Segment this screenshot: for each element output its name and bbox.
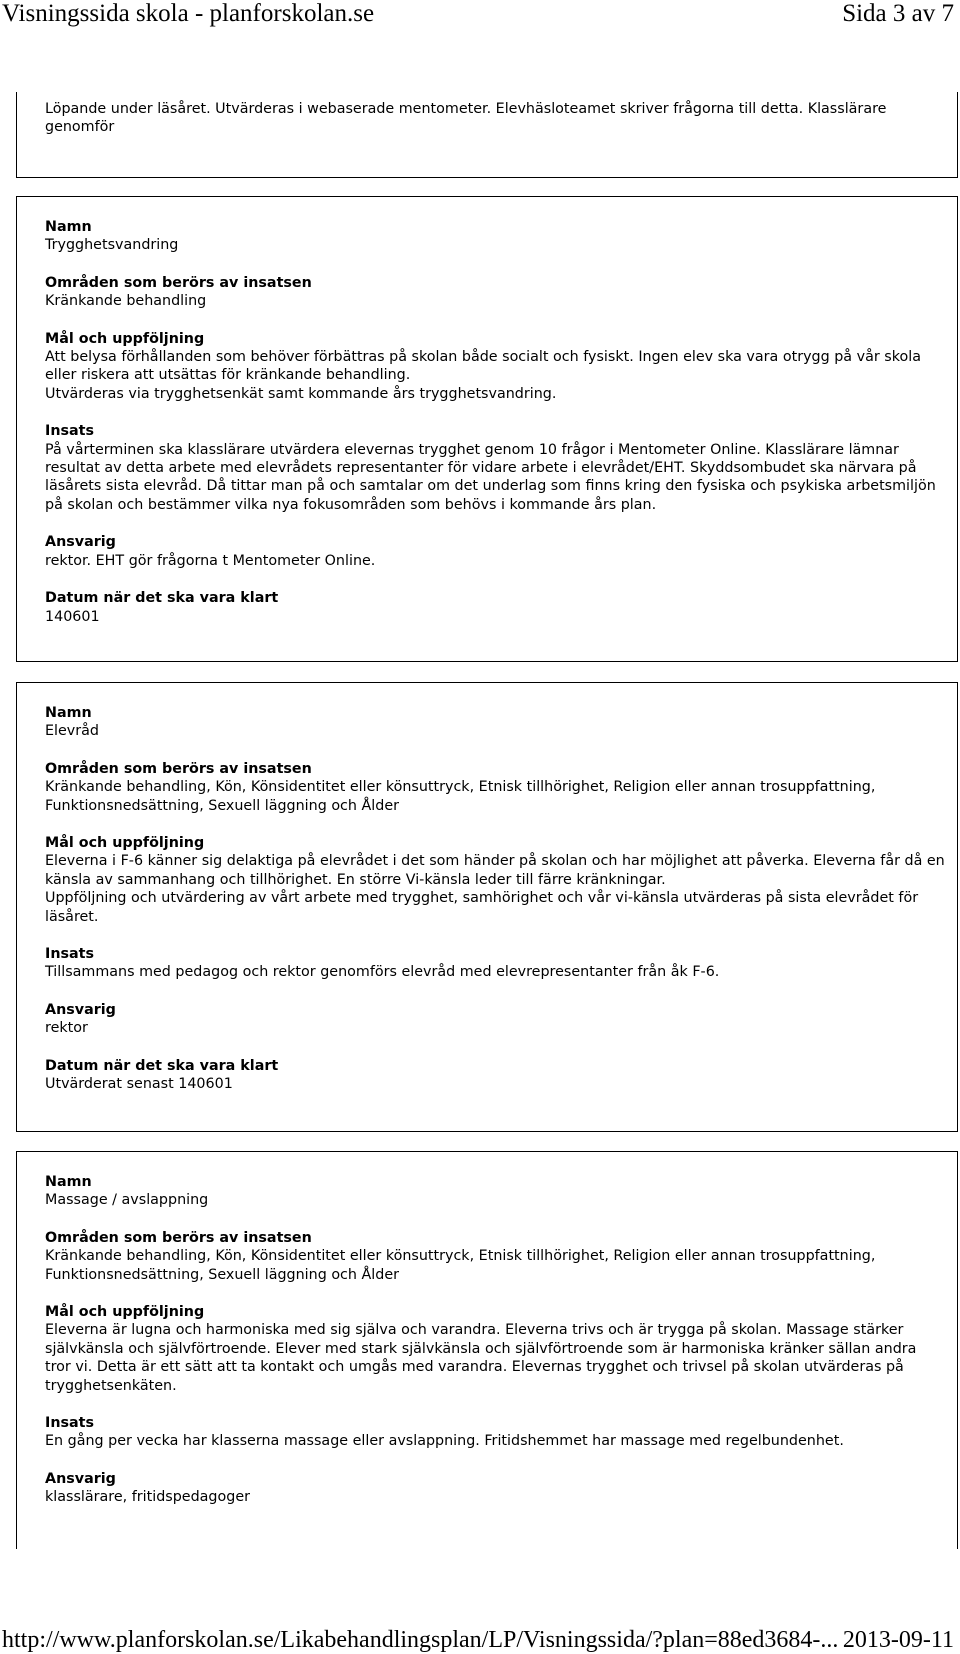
print-date: 2013-09-11 xyxy=(842,1627,954,1653)
label-goals: Mål och uppföljning xyxy=(45,1304,205,1321)
entry-goals: Att belysa förhållanden som behöver förbättras på skolan både socialt och fysiskt. Ingen elev ska vara otrygg på vår skola eller riskera att utsättas för kränkande behandling. Utvärderas via trygghetsenkät samt kommande års trygghetsvandring. xyxy=(45,349,921,402)
label-goals: Mål och uppföljning xyxy=(45,330,205,347)
label-responsible: Ansvarig xyxy=(45,534,116,551)
entry-name: Trygghetsvandring xyxy=(45,237,179,254)
page-number: Sida 3 av 7 xyxy=(842,0,954,27)
label-goals: Mål och uppföljning xyxy=(45,835,205,852)
entry-actions: På vårterminen ska klasslärare utvärdera elevernas trygghet genom 10 frågor i Mentometer Online. Klasslärare lämnar resultat av detta arbete med elevrådets representanter för vidare arbete i elevrådet/EHT. Skyddsombudet ska närvara på läsårets sista elevråd. Då tittar man på och samtalar om det underlag som finns kring den fysiska och psykiska arbetsmiljön på skolan och bestämmer vilka nya fokusområden som behövs i kommande års plan. xyxy=(45,441,936,513)
label-actions: Insats xyxy=(45,1415,94,1432)
label-date: Datum när det ska vara klart xyxy=(45,1057,279,1074)
page-footer xyxy=(0,1627,960,1654)
page-header xyxy=(0,0,960,40)
label-name: Namn xyxy=(45,705,92,721)
entry-areas: Kränkande behandling, Kön, Könsidentitet eller könsuttryck, Etnisk tillhörighet, Religion eller annan trosuppfattning, Funktionsnedsättning, Sexuell läggning och Ålder xyxy=(45,779,876,814)
label-areas: Områden som berörs av insatsen xyxy=(45,274,312,291)
label-actions: Insats xyxy=(45,946,94,963)
entry-responsible: rektor. EHT gör frågorna t Mentometer Online. xyxy=(45,552,376,569)
entry-responsible: klasslärare, fritidspedagoger xyxy=(45,1489,250,1506)
entry-name: Elevråd xyxy=(45,723,99,740)
entry-massage xyxy=(16,1151,958,1549)
entry-areas: Kränkande behandling, Kön, Könsidentitet eller könsuttryck, Etnisk tillhörighet, Religion eller annan trosuppfattning, Funktionsnedsättning, Sexuell läggning och Ålder xyxy=(45,1248,876,1283)
label-areas: Områden som berörs av insatsen xyxy=(45,1229,312,1246)
label-name: Namn xyxy=(45,219,92,235)
entry-date: 140601 xyxy=(45,608,100,625)
entry-goals: Eleverna är lugna och harmoniska med sig själva och varandra. Eleverna trivs och är trygga på skolan. Massage stärker självkänsla och självförtroende. Elever med stark självkänsla och självförtroende som är harmoniska kränker sällan andra tror vi. Detta är ett sätt att ta kontakt och umgås med varandra. Elevernas trygghet och trivsel på skolan utvärderas på trygghetsenkäten. xyxy=(45,1322,917,1394)
label-responsible: Ansvarig xyxy=(45,1001,116,1018)
entry-elevrad xyxy=(16,682,958,1132)
entry-actions: Tillsammans med pedagog och rektor genomförs elevråd med elevrepresentanter från åk F-6. xyxy=(45,964,720,981)
label-responsible: Ansvarig xyxy=(45,1470,116,1487)
label-areas: Områden som berörs av insatsen xyxy=(45,760,312,777)
continued-section xyxy=(16,92,958,178)
label-date: Datum när det ska vara klart xyxy=(45,590,279,607)
entry-responsible: rektor xyxy=(45,1020,88,1037)
entry-name: Massage / avslappning xyxy=(45,1192,209,1209)
entry-trygghetsvandring xyxy=(16,196,958,662)
label-name: Namn xyxy=(45,1174,92,1190)
continued-text: Löpande under läsåret. Utvärderas i webaserade mentometer. Elevhäsloteamet skriver frågorna till detta. Klasslärare genomför xyxy=(45,101,887,136)
page-url: http://www.planforskolan.se/Likabehandlingsplan/LP/Visningssida/?plan=88ed3684-... xyxy=(2,1627,839,1653)
document-title: Visningssida skola - planforskolan.se xyxy=(2,0,375,27)
entry-actions: En gång per vecka har klasserna massage eller avslappning. Fritidshemmet har massage med regelbundenhet. xyxy=(45,1433,844,1450)
entry-goals: Eleverna i F-6 känner sig delaktiga på elevrådet i det som händer på skolan och har möjlighet att påverka. Eleverna får då en känsla av sammanhang och tillhörighet. En större Vi-känsla leder till färre kränkningar. Uppföljning och utvärdering av vårt arbete med trygghet, samhörighet och vår vi-känsla utvärderas på sista elevrådet för läsåret. xyxy=(45,853,945,925)
label-actions: Insats xyxy=(45,423,94,440)
entry-date: Utvärderat senast 140601 xyxy=(45,1076,233,1093)
entry-areas: Kränkande behandling xyxy=(45,293,207,310)
